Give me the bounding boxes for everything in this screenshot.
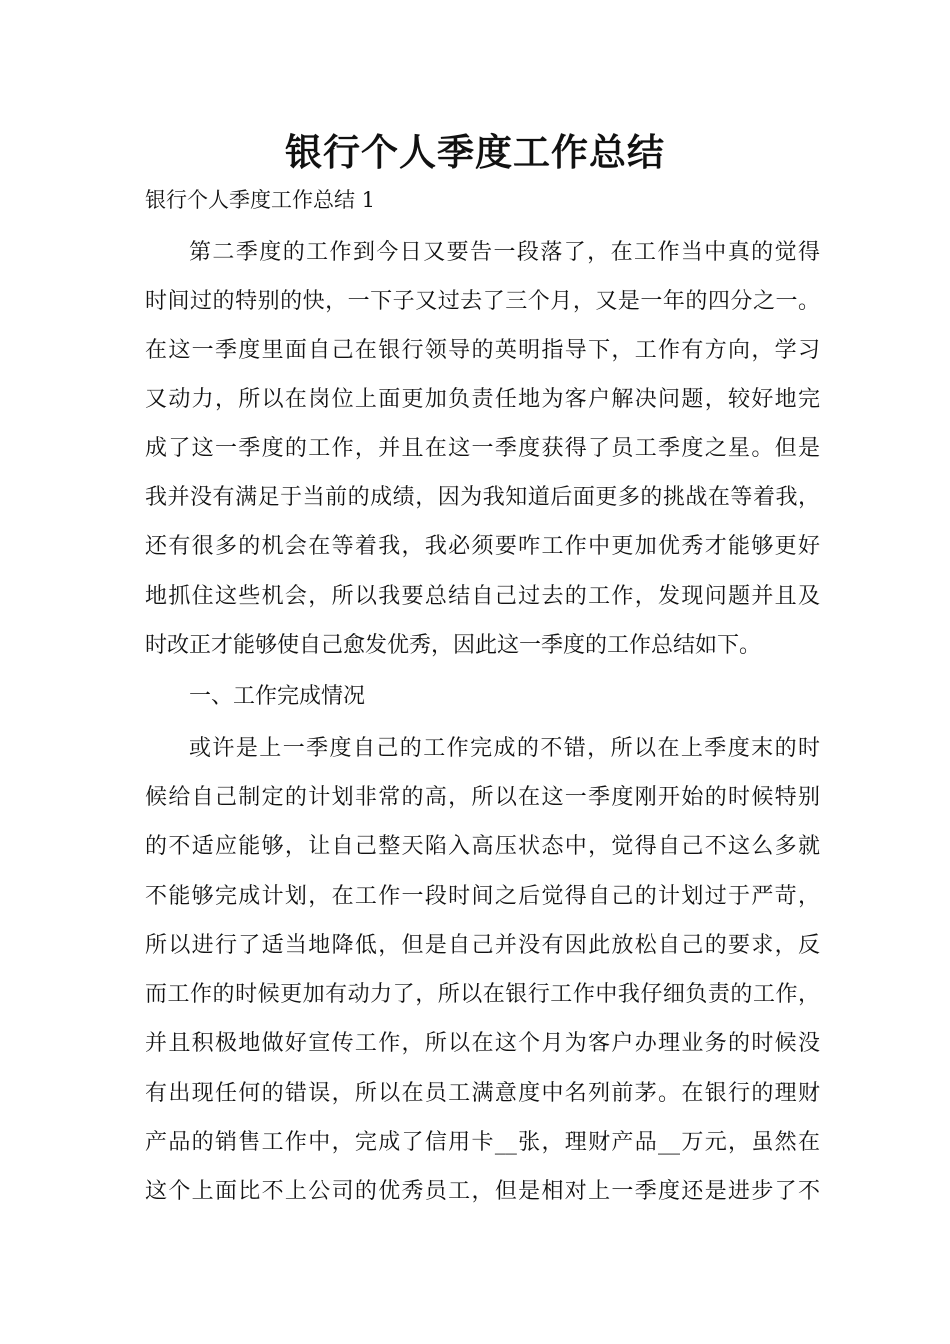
paragraph-line: 或许是上一季度自己的工作完成的不错，所以在上季度末的时 — [189, 736, 820, 761]
section-subheading: 一、工作完成情况 — [189, 684, 366, 709]
paragraph-line: 并且积极地做好宣传工作，所以在这个月为客户办理业务的时候没 — [145, 1031, 820, 1056]
paragraph-line: 的不适应能够，让自己整天陷入高压状态中，觉得自己不这么多就 — [145, 834, 820, 859]
document-title: 银行个人季度工作总结 — [285, 130, 665, 174]
paragraph-line: 地抓住这些机会，所以我要总结自己过去的工作，发现问题并且及 — [145, 584, 820, 609]
paragraph-line: 这个上面比不上公司的优秀员工，但是相对上一季度还是进步了不 — [145, 1179, 820, 1204]
paragraph-line: 又动力，所以在岗位上面更加负责任地为客户解决问题，较好地完 — [145, 387, 820, 412]
paragraph-line: 时间过的特别的快，一下子又过去了三个月，又是一年的四分之一。 — [145, 289, 820, 314]
paragraph-line: 而工作的时候更加有动力了，所以在银行工作中我仔细负责的工作， — [145, 982, 820, 1007]
paragraph-line: 不能够完成计划，在工作一段时间之后觉得自己的计划过于严苛， — [145, 884, 820, 909]
section-heading: 银行个人季度工作总结 1 — [145, 188, 376, 212]
paragraph-line: 产品的销售工作中，完成了信用卡__张，理财产品__万元，虽然在 — [145, 1130, 820, 1155]
paragraph-line: 有出现任何的错误，所以在员工满意度中名列前茅。在银行的理财 — [145, 1081, 820, 1106]
paragraph-line: 还有很多的机会在等着我，我必须要咋工作中更加优秀才能够更好 — [145, 534, 820, 559]
paragraph-line: 第二季度的工作到今日又要告一段落了，在工作当中真的觉得 — [189, 240, 820, 265]
paragraph-line: 我并没有满足于当前的成绩，因为我知道后面更多的挑战在等着我， — [145, 485, 820, 510]
paragraph-line: 所以进行了适当地降低，但是自己并没有因此放松自己的要求，反 — [145, 933, 820, 958]
paragraph-line: 时改正才能够使自己愈发优秀，因此这一季度的工作总结如下。 — [145, 633, 762, 658]
paragraph-line: 成了这一季度的工作，并且在这一季度获得了员工季度之星。但是 — [145, 436, 820, 461]
paragraph-line: 候给自己制定的计划非常的高，所以在这一季度刚开始的时候特别 — [145, 785, 820, 810]
paragraph-line: 在这一季度里面自己在银行领导的英明指导下，工作有方向，学习 — [145, 338, 820, 363]
